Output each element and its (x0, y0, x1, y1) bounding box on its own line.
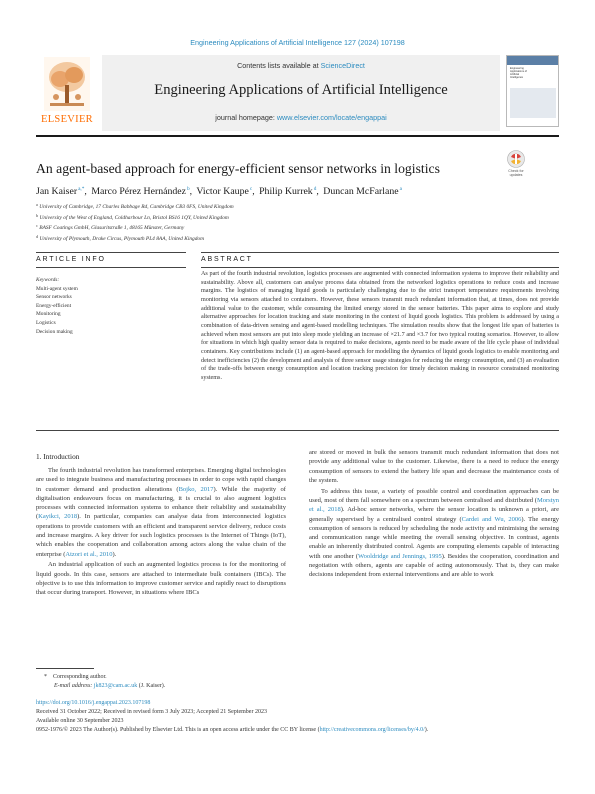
cover-artwork (510, 88, 556, 118)
license-link[interactable]: http://creativecommons.org/licenses/by/4.0/ (319, 726, 425, 733)
journal-cover-thumbnail[interactable] (506, 55, 559, 127)
cover-line: Applications of (510, 70, 527, 73)
text-run: are stored or moved in bulk the sensors transmit much redundant information that does not provide any additional value to the customer. Likewise, there is a need to reduce the energy consumption of sensors to extend the battery life span and decrease the maintenance costs of the system. (309, 449, 559, 484)
text-run: ). The energy consumption of sensors is reduced by scheduling the node activity and minimising the sensing and communication range while meeting the overall sensing objective. In contrast, agents enable an inherently distributed control. Agents are computing elements capable of interacting with one another ( (309, 515, 559, 560)
text-run: An industrial application of such an augmented logistics process is for the monitoring of liquid goods. In this case, sensors are attached to intermediate bulk containers (IBCs). The objective is to use this information to improve customer service and rapidly react to disruptions that occur during transport. However, in situations where IBCs (36, 561, 286, 597)
available-online: Available online 30 September 2023 (36, 717, 124, 724)
check-for-updates-badge[interactable] (498, 150, 534, 180)
keyword: Multi-agent system (36, 285, 78, 292)
crossmark-icon (507, 150, 525, 168)
author-name[interactable]: Jan Kaiser (36, 186, 78, 197)
body-paragraph (36, 560, 286, 597)
email-owner: (J. Kaiser). (138, 683, 166, 689)
affiliation-item (36, 233, 559, 244)
text-run: ). In particular, companies can analyse data from interconnected logistics operations to provide customers with an efficient and transparent service delivery, reduce costs and increase margins. A key driver for such logistics processes is the Internet of Things (IoT), which enables the cooperation and collaboration among actors along the value chain of the enterprise ( (36, 513, 286, 558)
received-dates: Received 31 October 2022; Received in revised form 3 July 2023; Accepted 21 September 2023 (36, 708, 267, 715)
affiliation-list (36, 201, 559, 243)
journal-reference[interactable]: Engineering Applications of Artificial Intelligence 127 (2024) 107198 (190, 38, 405, 47)
corresponding-author-note (36, 673, 276, 682)
keywords-block (36, 276, 186, 336)
affiliation-letter: b (36, 212, 38, 218)
body-column-right (309, 448, 559, 581)
citation-link[interactable]: Wooldridge and Jennings, 1995 (358, 552, 442, 560)
text-run: To address this issue, a variety of possible control and coordination approaches can be used, most of them fall somewhere on a spectrum between centralised and distributed ( (309, 487, 559, 504)
abstract-sub-rule (201, 267, 559, 268)
affiliation-text: University of the West of England, Coldharbour Ln, Bristol BS16 1QY, United Kingdom (39, 214, 229, 221)
keyword: Monitoring (36, 311, 61, 318)
body-paragraph (36, 466, 286, 559)
affiliation-item (36, 201, 559, 212)
homepage-prefix: journal homepage: (215, 113, 275, 122)
keyword: Energy-efficient (36, 302, 72, 309)
keyword: Decision making (36, 328, 73, 335)
affiliation-item (36, 212, 559, 223)
abstract-heading: ABSTRACT (201, 256, 253, 263)
elsevier-wordmark: ELSEVIER (41, 114, 93, 125)
affiliation-mark[interactable]: a (399, 186, 402, 192)
keyword: Sensor networks (36, 294, 72, 301)
body-paragraph (309, 487, 559, 580)
article-info-top-rule (36, 252, 186, 253)
abstract-top-rule (201, 252, 559, 253)
citation-link[interactable]: Kayikci, 2018 (38, 513, 78, 521)
text-run: ). Besides the cooperation, coordination and negotiation with others, agents are capable of acting autonomously. That is, they can make decisions independent from external interventions and are able to work (309, 552, 559, 579)
elsevier-tree-icon (44, 57, 90, 111)
author-name[interactable]: Victor Kaupe (196, 186, 249, 197)
contents-prefix: Contents lists available at (237, 61, 319, 70)
journal-banner (102, 55, 500, 131)
keywords-label: Keywords: (36, 277, 60, 283)
keyword: Logistics (36, 319, 56, 326)
text-run: ). While the majority of digitalisation endeavours focus on manufacturing, it is crucial to also augment logistics processes with connected information systems to enhance their reliability and sustainability ( (36, 485, 286, 521)
text-run: The fourth industrial revolution has transformed enterprises. Emerging digital technologies are used to integrate business and manufacturing processes in order to cope with rapid changes in customer demand and production alterations ( (36, 467, 286, 493)
citation-link[interactable]: Morstyn et al., 2018 (309, 496, 559, 514)
publication-info (36, 699, 559, 735)
citation-link[interactable]: Bojko, 2017 (178, 485, 214, 493)
doi-link[interactable]: https://doi.org/10.1016/j.engappai.2023.107198 (36, 700, 151, 706)
cover-band (507, 56, 558, 65)
affiliation-mark[interactable]: a,* (78, 186, 85, 192)
cover-line: Engineering (510, 67, 524, 70)
text-run: ). Ad-hoc sensor networks, where the sensor location is unknown a priori, are generally supervised by a centralised control strategy ( (309, 506, 559, 523)
license-line (36, 726, 559, 735)
affiliation-text: University of Plymouth, Drake Circus, Plymouth PL4 8AA, United Kingdom (39, 235, 204, 242)
license-text-end: ). (424, 726, 429, 733)
body-paragraph (309, 448, 559, 485)
crossmark-label-line: updates (509, 173, 523, 178)
contents-line (102, 61, 500, 70)
text-run: ). (112, 550, 117, 558)
affiliation-letter: a (36, 202, 38, 207)
journal-header (36, 55, 559, 131)
author-list: Jan Kaiser$^{a,*}$, Marco Pérez Hernández$^b$, Victor Kaupe$^c$, Philip Kurrek$^d$, Duncan McFarlane$^a$ (36, 186, 402, 197)
journal-homepage (102, 113, 500, 122)
sciencedirect-link[interactable]: ScienceDirect (320, 61, 365, 70)
affiliation-item (36, 222, 559, 233)
header-divider (36, 135, 559, 137)
body-column-left (36, 466, 286, 599)
abstract-bottom-rule (36, 430, 559, 431)
affiliation-mark[interactable]: d (313, 186, 317, 192)
footnote-rule (36, 668, 94, 669)
footnote (36, 673, 276, 691)
email-line (36, 682, 276, 691)
journal-title: Engineering Applications of Artificial Intelligence (154, 82, 448, 98)
crossmark-label-line: Check for (508, 169, 524, 173)
citation-link[interactable]: Cardei and Wu, 2006 (461, 515, 522, 523)
affiliation-letter: c (36, 223, 38, 229)
author-name[interactable]: Marco Pérez Hernández (91, 186, 186, 197)
abstract-text: As part of the fourth industrial revolution, logistics processes are augmented with connected information systems to improve their reliability and sustainability. Above all, customers can analyse process data obtained from the networked logistics operations to reduce costs and increase margins. The logistics of managing liquid goods is particularly challenging due to the strict transport temperature requirements involving monitoring via sensors attached to containers. However, these sensors transmit much redundant information that, at times, does not provide additional value to the customer, while consuming the limited energy stored in the sensor batteries. This paper aims to explore and study alternative approaches for location tracking and state monitoring in the context of liquid goods logistics. This problem is addressed by using a combination of data-driven sensing and agent-based modelling techniques. The simulation results show that the longest life span of batteries is achieved when most sensors are put into sleep mode yielding an increase of ×21.7 and ×3.7 for two typical routing scenarios. However, to allow for situations in which high quality sensor data is required to make decisions, agents need to be made aware of the life cycle phase of individual containers. Key contributions include (1) an agent-based approach for modelling the dynamics of liquid goods logistics to enable monitoring and detect inefficiencies (2) the development and analysis of three sensor usage strategies for reducing the energy consumption, and (3) an evaluation of the trade-offs between energy consumption and location tracking precision for timely decision making in resource constrained monitoring systems. (201, 271, 559, 381)
author-name[interactable]: Philip Kurrek (259, 186, 313, 197)
section-heading-introduction: 1. Introduction (36, 452, 80, 461)
affiliation-mark[interactable]: c (249, 186, 253, 192)
email-link[interactable]: jk823@cam.ac.uk (93, 683, 138, 689)
corresponding-label: Corresponding author. (53, 674, 107, 680)
author-name[interactable]: Duncan McFarlane (323, 186, 399, 197)
article-title: An agent-based approach for energy-efficient sensor networks in logistics (36, 161, 440, 176)
homepage-link[interactable]: www.elsevier.com/locate/engappai (276, 113, 387, 122)
crossmark-label (498, 169, 534, 177)
cover-line: Intelligence (510, 76, 524, 79)
article-info-heading: ARTICLE INFO (36, 256, 106, 263)
license-text: 0952-1976/© 2023 The Author(s). Published by Elsevier Ltd. This is an open access article under the CC BY license ( (36, 726, 320, 733)
affiliation-mark[interactable]: b (186, 186, 190, 192)
affiliation-text: BASF Coatings GmbH, Glasuritstraße 1, 48165 Münster, Germany (39, 225, 185, 232)
citation-link[interactable]: Atzori et al., 2010 (65, 550, 113, 558)
cover-title (510, 67, 556, 79)
affiliation-letter: d (36, 233, 38, 239)
footnote-star: * (44, 674, 47, 680)
elsevier-logo[interactable] (36, 55, 98, 127)
affiliation-text: University of Cambridge, 17 Charles Babbage Rd, Cambridge CB3 0FS, United Kingdom (39, 204, 234, 210)
email-label: E-mail address: (54, 683, 93, 689)
cover-line: Artificial (510, 73, 520, 76)
article-info-sub-rule (36, 267, 186, 268)
